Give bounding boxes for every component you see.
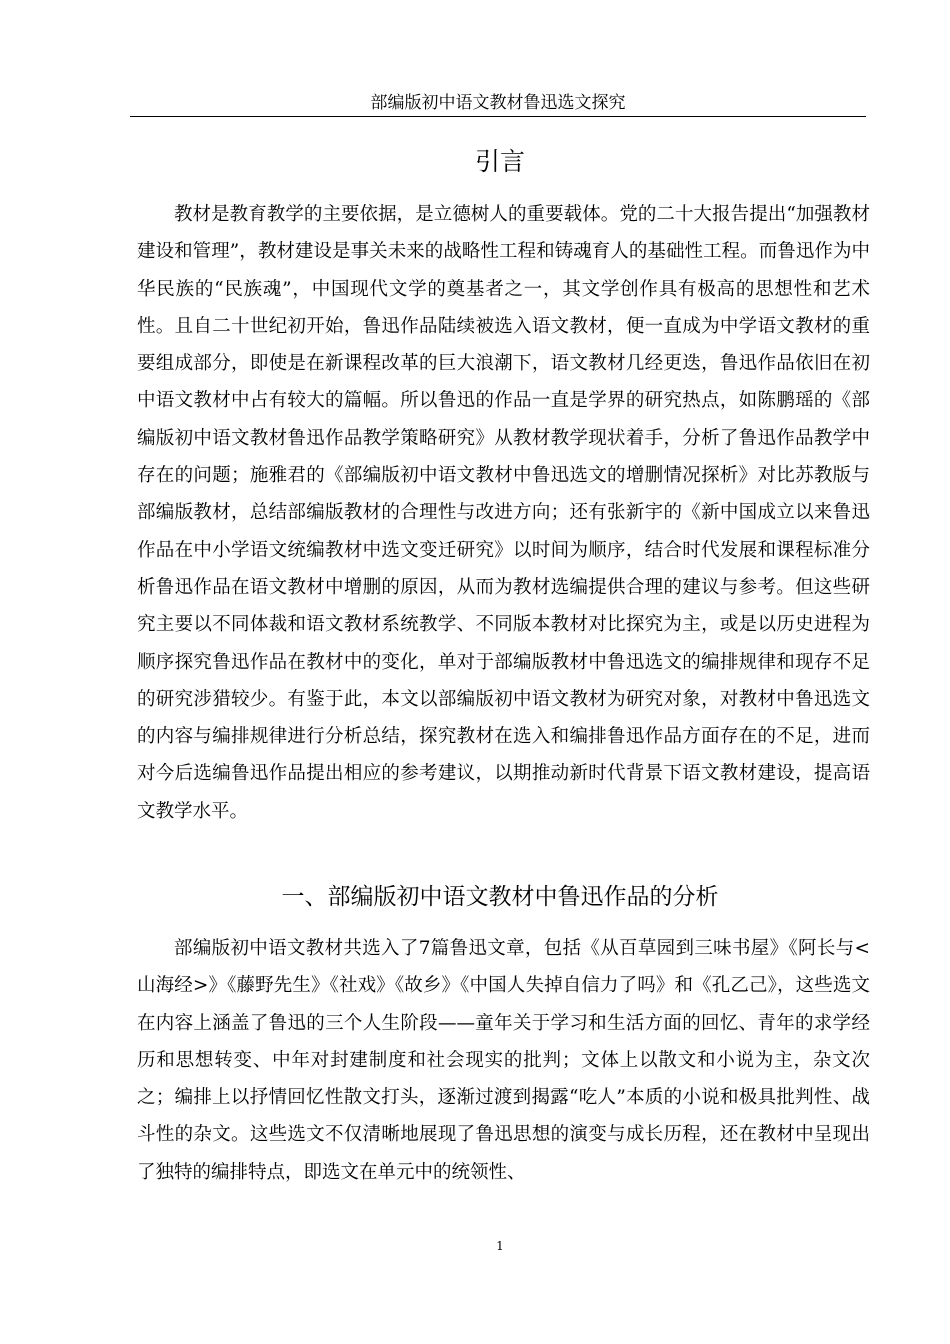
intro-heading: 引言 <box>474 147 525 176</box>
page-number: 1 <box>496 1239 504 1253</box>
intro-paragraph: 教材是教育教学的主要依据，是立德树人的重要载体。党的二十大报告提出“加强教材建设和管理”，教材建设是事关未来的战略性工程和铸魂育人的基础性工程。而鲁迅作为中华民族的“民族魂”，中国现代文学的奠基者之一，其文学创作具有极高的思想性和艺术性。且自二十世纪初开始，鲁迅作品陆续被选入语文教材，便一直成为中学语文教材的重要组成部分，即使是在新课程改革的巨大浪潮下，语文教材几经更迭，鲁迅作品依旧在初中语文教材中占有较大的篇幅。所以鲁迅的作品一直是学界的研究热点，如陈鹏瑶的《部编版初中语文教材鲁迅作品教学策略研究》从教材教学现状着手，分析了鲁迅作品教学中存在的问题；施雅君的《部编版初中语文教材中鲁迅选文的增删情况探析》对比苏教版与部编版教材，总结部编版教材的合理性与改进方向；还有张新宇的《新中国成立以来鲁迅作品在中小学语文统编教材中选文变迁研究》以时间为顺序，结合时代发展和课程标准分析鲁迅作品在语文教材中增删的原因，从而为教材选编提供合理的建议与参考。但这些研究主要以不同体裁和语文教材系统教学、不同版本教材对比探究为主，或是以历史进程为顺序探究鲁迅作品在教材中的变化，单对于部编版教材中鲁迅选文的编排规律和现存不足的研究涉猎较少。有鉴于此，本文以部编版初中语文教材为研究对象，对教材中鲁迅选文的内容与编排规律进行分析总结，探究教材在选入和编排鲁迅作品方面存在的不足，进而对今后选编鲁迅作品提出相应的参考建议，以期推动新时代背景下语文教材建设，提高语文教学水平。 <box>137 204 870 822</box>
section-1-heading: 一、部编版初中语文教材中鲁迅作品的分析 <box>281 884 719 910</box>
running-header: 部编版初中语文教材鲁迅选文探究 <box>130 92 866 117</box>
section-1-paragraph: 部编版初中语文教材共选入了7篇鲁迅文章，包括《从百草园到三味书屋》《阿长与<山海经>》《藤野先生》《社戏》《故乡》《中国人失掉自信力了吗》和《孔乙己》，这些选文在内容上涵盖了鲁迅的三个人生阶段——童年关于学习和生活方面的回忆、青年的求学经历和思想转变、中年对封建制度和社会现实的批判；文体上以散文和小说为主，杂文次之；编排上以抒情回忆性散文打头，逐渐过渡到揭露“吃人”本质的小说和极具批判性、战斗性的杂文。这些选文不仅清晰地展现了鲁迅思想的演变与成长历程，还在教材中呈现出了独特的编排特点，即选文在单元中的统领性、 <box>137 938 870 1183</box>
